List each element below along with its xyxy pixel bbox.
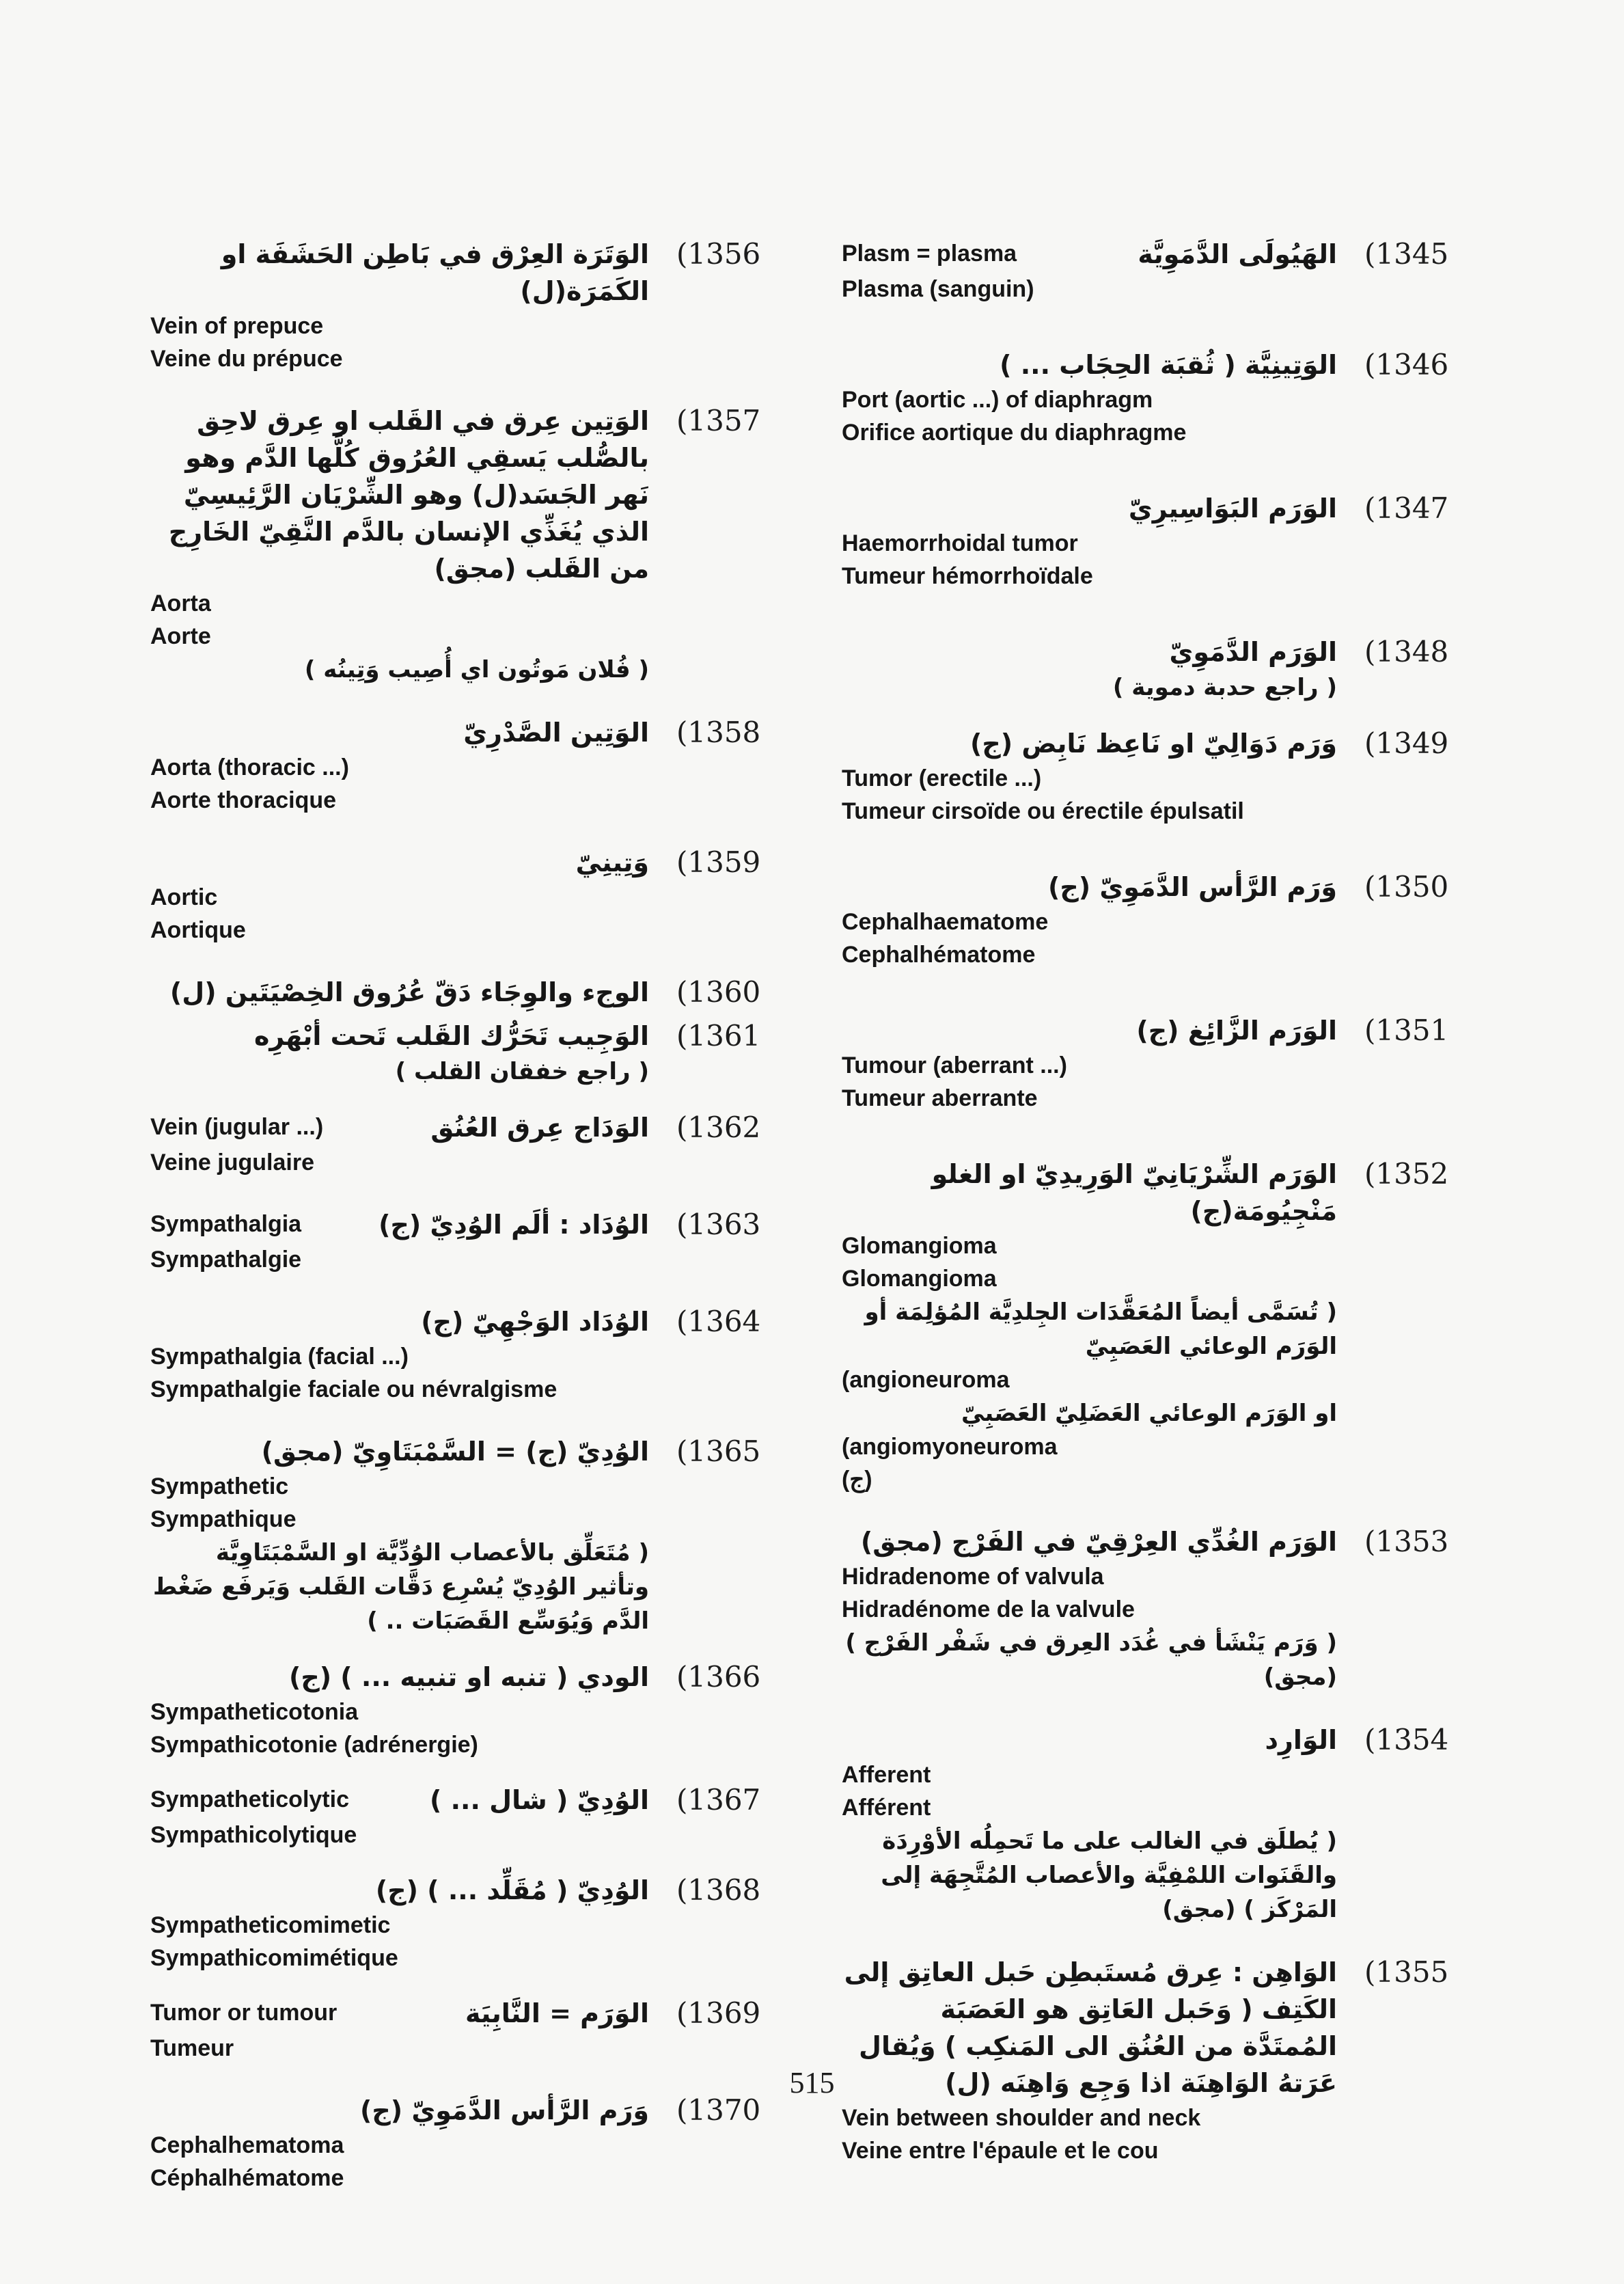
entry-number: (1352	[1364, 1157, 1449, 1191]
dictionary-entry	[150, 1659, 786, 1761]
arabic-term: الوَرَم الغُدِّي العِرْقِيّ في الفَرْج (مجق)	[860, 1527, 1337, 1557]
english-term-inline: Sympatheticolytic	[150, 1786, 349, 1812]
entry-number: (1351	[1364, 1014, 1449, 1047]
entry-head	[150, 714, 786, 751]
entry-number: (1345	[1364, 237, 1449, 271]
translation-line: Cephalhaematome	[842, 909, 1049, 935]
entry-number: (1360	[676, 975, 761, 1009]
translation-line: Hidradénome de la valvule	[842, 1596, 1135, 1622]
translation-line: Sympathicomimétique	[150, 1945, 398, 1971]
page-number: 515	[789, 2066, 835, 2099]
translation-line: Sympathicotonie (adrénergie)	[150, 1732, 478, 1758]
english-term-inline: Plasm = plasma	[842, 241, 1017, 267]
arabic-term: الودي ( تنبه او تنبيه ... ) (ج)	[288, 1662, 649, 1692]
dictionary-entry	[842, 1156, 1474, 1496]
english-term-inline: Vein (jugular ...)	[150, 1114, 324, 1140]
entry-number: (1365	[676, 1435, 761, 1468]
translation-line: Tumor (erectile ...)	[842, 765, 1042, 791]
translation-line: Plasma (sanguin)	[842, 276, 1034, 302]
entry-number: (1369	[676, 1996, 761, 2030]
dictionary-entry	[842, 236, 1474, 305]
entry-number: (1361	[676, 1019, 761, 1052]
entry-head	[150, 1433, 786, 1470]
arabic-term: الوَرَم الشِّرْيَانِيّ الوَرِيدِيّ او الغلو مَنْجِيُومَة(ج)	[931, 1159, 1337, 1226]
entry-number: (1370	[676, 2093, 761, 2127]
entry-head	[842, 634, 1474, 670]
dictionary-entry	[150, 403, 786, 687]
arabic-note: ( مُتَعَلِّق بالأعصاب الوُدِّيَّة او السَّمْبَتَاوِيَّة وتأثير الوُدِيّ يُسْرِع دَقَّات القَلب وَيَرفَع ضَغْط الدَّم وَيُوَسِّع القَصَبَات .. )	[153, 1539, 649, 1635]
dictionary-entry	[150, 1433, 786, 1638]
arabic-term: الوَتِين الصَّدْرِيّ	[463, 718, 649, 748]
entry-number: (1349	[1364, 726, 1449, 760]
arabic-note: ( وَرَم يَنْشَأ في غُدَد العِرق في شَفْر الفَرْج ) (مجق)	[845, 1629, 1337, 1691]
arabic-term: الوَرَم الزَّائِغ (ج)	[1136, 1016, 1337, 1046]
dictionary-entry	[842, 634, 1474, 705]
entry-head	[150, 1659, 786, 1696]
translation-line: Tumeur hémorrhoïdale	[842, 563, 1093, 589]
translation-line: Tumour (aberrant ...)	[842, 1052, 1067, 1078]
arabic-term: الوُدَاد : ألَم الوُدِيّ (ج)	[379, 1210, 649, 1240]
entry-number: (1350	[1364, 870, 1449, 903]
translation-line: Glomangioma	[842, 1233, 997, 1259]
translation-line: Aorte	[150, 623, 211, 649]
entry-head	[842, 346, 1474, 383]
entry-number: (1356	[676, 237, 761, 271]
entry-number: (1346	[1364, 348, 1449, 381]
arabic-term: الوَتِين عِرق في القَلب او عِرق لاحِق بالصُّلب يَسقِي العُرُوق كُلَّها الدَّم وهو نَهر الجَسَد(ل) وهو الشِّرْيَان الرَّئِيسِيّ الذي يُغَذِّي الإنسان بالدَّم النَّقِيّ الخَارِج من القَلب (مجق)	[168, 406, 649, 584]
arabic-term: وَرَم دَوَالِيّ او نَاعِظ نَابِض (ج)	[970, 729, 1337, 759]
translation-line: Aorta	[150, 590, 211, 616]
translation-line: Aortique	[150, 917, 246, 943]
translation-line: Sympathicolytique	[150, 1822, 357, 1848]
entry-number: (1353	[1364, 1525, 1449, 1558]
entry-head	[842, 1722, 1474, 1758]
translation-line: Afferent	[842, 1762, 931, 1788]
dictionary-entry	[150, 1782, 786, 1851]
arabic-term: الوَرَم البَوَاسِيرِيّ	[1128, 493, 1337, 524]
translation-line: Sympathique	[150, 1506, 297, 1532]
entry-number: (1368	[676, 1873, 761, 1907]
translation-line: Sympathetic	[150, 1473, 289, 1499]
translation-line: (ج)	[842, 1467, 872, 1493]
arabic-term: الوَرَم = النَّابِيَة	[465, 1998, 649, 2028]
arabic-term: الوَارِد	[1265, 1725, 1337, 1755]
arabic-note: ( راجع حدبة دموية )	[1112, 674, 1337, 701]
arabic-note: او الوَرَم الوعائي العَضَلِيّ العَصَبِيّ	[961, 1400, 1337, 1427]
arabic-term: وَرَم الرَّأس الدَّمَوِيّ (ج)	[1048, 872, 1337, 902]
arabic-term: الوَرَم الدَّمَوِيّ	[1169, 637, 1337, 667]
entry-number: (1358	[676, 716, 761, 749]
arabic-term: الهَيُولَى الدَّمَوِيَّة	[1138, 239, 1337, 269]
entry-number: (1364	[676, 1305, 761, 1338]
english-term-inline: Tumor or tumour	[150, 2000, 338, 2026]
entry-head	[150, 974, 786, 1011]
translation-line: Veine entre l'épaule et le cou	[842, 2138, 1159, 2164]
translation-line: Aorte thoracique	[150, 787, 337, 813]
entry-number: (1347	[1364, 491, 1449, 525]
translation-line: (angioneuroma	[842, 1367, 1010, 1393]
translation-line: Aorta (thoracic ...)	[150, 754, 349, 780]
dictionary-entry	[150, 1109, 786, 1179]
arabic-term: الوَجِيب تَحَرُّك القَلب تَحت أبْهَرِه	[254, 1021, 649, 1051]
entry-head	[150, 1018, 786, 1055]
entry-head	[842, 1012, 1474, 1049]
arabic-note: ( يُطلَق في الغالب على ما تَحمِلُه الأوْرِدَة والقَنَوات اللمْفِيَّة والأعصاب المُتَّجِهَة إلى المَرْكَز ) (مجق)	[881, 1827, 1337, 1923]
translation-line: Vein of prepuce	[150, 313, 324, 339]
translation-line: Cephalhematoma	[150, 2132, 344, 2158]
translation-line: Céphalhématome	[150, 2165, 344, 2191]
dictionary-entry	[150, 1995, 786, 2065]
entry-number: (1359	[676, 845, 761, 879]
dictionary-entry	[150, 974, 786, 1011]
entry-head	[150, 844, 786, 881]
entry-number: (1367	[676, 1783, 761, 1817]
translation-line: Sympathalgia (facial ...)	[150, 1344, 409, 1370]
entry-head	[150, 1872, 786, 1909]
entry-number: (1357	[676, 404, 761, 437]
dictionary-entry	[842, 346, 1474, 449]
dictionary-entry	[150, 2092, 786, 2194]
translation-line: Hidradenome of valvula	[842, 1564, 1104, 1590]
arabic-note: ( تُسَمَّى أيضاً المُعَقَّدَات الجِلدِيَّة المُؤلِمَة أو الوَرَم الوعائي العَصَبِيّ	[864, 1299, 1337, 1360]
translation-line: (angiomyoneuroma	[842, 1434, 1058, 1460]
entry-head	[150, 1303, 786, 1340]
translation-line: Tumeur	[150, 2035, 234, 2061]
arabic-term: وَرَم الرَّأس الدَّمَوِيّ (ج)	[360, 2095, 649, 2125]
entry-number: (1366	[676, 1660, 761, 1694]
entry-number: (1355	[1364, 1955, 1449, 1989]
translation-line: Glomangioma	[842, 1266, 997, 1292]
dictionary-entry	[150, 1018, 786, 1089]
dictionary-entry	[842, 869, 1474, 971]
dictionary-entry	[150, 236, 786, 375]
entry-head	[150, 236, 786, 310]
dictionary-entry	[150, 1303, 786, 1406]
dictionary-entry	[842, 490, 1474, 593]
translation-line: Veine jugulaire	[150, 1150, 314, 1175]
translation-line: Port (aortic ...) of diaphragm	[842, 387, 1153, 413]
arabic-term: الوُدِيّ ( مُقَلِّد ... ) (ج)	[375, 1875, 649, 1905]
translation-line: Vein between shoulder and neck	[842, 2105, 1201, 2131]
arabic-term: الوُدِيّ (ج) = السَّمْبَتَاوِيّ (مجق)	[261, 1437, 649, 1467]
arabic-term: الوَدَاج عِرق العُنُق	[430, 1113, 649, 1143]
dictionary-entry	[150, 844, 786, 947]
arabic-term: الوَتَرَة العِرْق في بَاطِن الحَشَفَة او الكَمَرَة(ل)	[221, 239, 649, 306]
translation-line: Tumeur aberrante	[842, 1085, 1038, 1111]
entry-head	[842, 1156, 1474, 1229]
entry-number: (1363	[676, 1208, 761, 1241]
entry-head	[842, 725, 1474, 762]
translation-line: Haemorrhoidal tumor	[842, 530, 1078, 556]
translation-line: Cephalhématome	[842, 942, 1036, 968]
entry-number: (1354	[1364, 1723, 1449, 1756]
translation-line: Tumeur cirsoïde ou érectile épulsatil	[842, 798, 1244, 824]
entry-number: (1362	[676, 1111, 761, 1144]
translation-line: Afférent	[842, 1795, 931, 1821]
dictionary-entry	[842, 725, 1474, 828]
right-column	[842, 236, 1474, 2167]
translation-line: Sympathalgie	[150, 1247, 302, 1273]
translation-line: Sympathalgie faciale ou névralgisme	[150, 1376, 558, 1402]
arabic-term: الوُدِيّ ( شال ... )	[429, 1785, 649, 1815]
dictionary-entry	[150, 1872, 786, 1974]
translation-line: Orifice aortique du diaphragme	[842, 420, 1187, 446]
dictionary-entry	[150, 1206, 786, 1276]
arabic-term: الوُدَاد الوَجْهِيّ (ج)	[421, 1307, 649, 1337]
translation-line: Sympatheticomimetic	[150, 1912, 391, 1938]
entry-number: (1348	[1364, 635, 1449, 668]
dictionary-entry	[842, 1954, 1474, 2167]
translation-line: Aortic	[150, 884, 218, 910]
arabic-note: ( فُلان مَوتُون اي أُصِيب وَتِينُه )	[304, 656, 649, 683]
translation-line: Sympatheticotonia	[150, 1699, 359, 1725]
dictionary-entry	[842, 1523, 1474, 1694]
arabic-term: الوَاهِن : عِرق مُستَبطِن حَبل العاتِق إلى الكَتِف ( وَحَبل العَاتِق هو العَصَبَة المُمتَدَّة من العُنُق الى المَنكِب ) وَيُقال عَرَتهُ الوَاهِنَة اذا وَجِع وَاهِنَه (ل)	[844, 1957, 1337, 2098]
dictionary-entry	[842, 1722, 1474, 1927]
arabic-term: وَتِينِيّ	[575, 847, 649, 878]
entry-head	[842, 490, 1474, 527]
english-term-inline: Sympathalgia	[150, 1211, 302, 1237]
entry-head	[150, 403, 786, 587]
left-column	[150, 236, 786, 2194]
translation-line: Veine du prépuce	[150, 346, 343, 372]
arabic-term: الوجء والوِجَاء دَقّ عُرُوق الخِصْيَتَين (ل)	[169, 977, 649, 1007]
dictionary-entry	[150, 714, 786, 817]
arabic-note: ( راجع خفقان القلب )	[395, 1058, 649, 1085]
entry-head	[842, 869, 1474, 906]
arabic-term: الوَتِينِيَّة ( ثُقبَة الحِجَاب ... )	[1000, 350, 1337, 380]
entry-head	[842, 1523, 1474, 1560]
dictionary-entry	[842, 1012, 1474, 1115]
